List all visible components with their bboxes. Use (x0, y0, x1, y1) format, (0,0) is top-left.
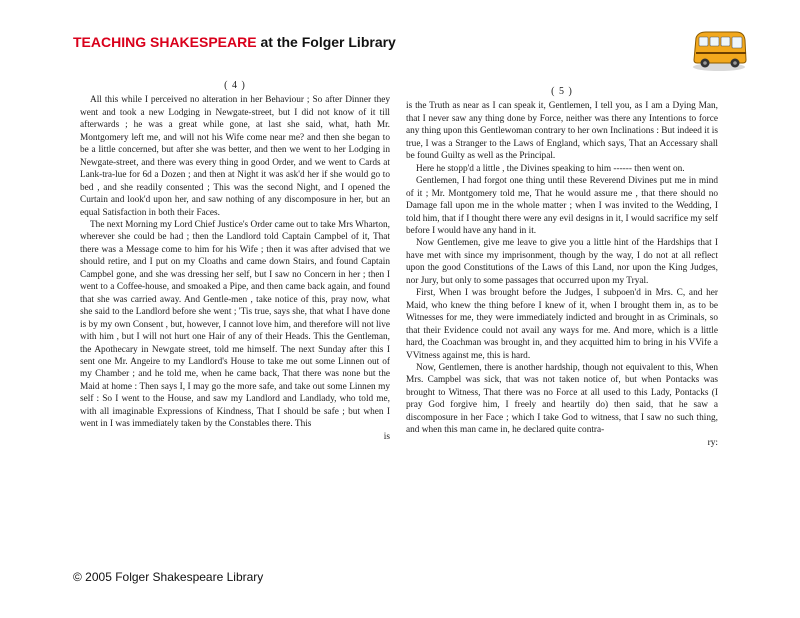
paragraph: The next Morning my Lord Chief Justice's Order came out to take Mrs Wharton, wherever she could be had ; then the Landlord told Captain Campbel of it, That there was a Message come to him for his Wife ; then it was after advised that we should retire, and I put on my Cloaths and came down Stairs, and found Captain Campbel gone, and she was dressing her self, but I saw no Concern in her ; then I went to a Coffee-house, and smoaked a Pipe, and then came back again, and found that she was carried away. And Gentle-men , take notice of this, pray now, what she said to the Landlord before she went ; 'Tis true, says she, that what I have done is by my own Consent , but, however, I cannot love him, and therefore will not live with him , but I will not hurt one Hair of any of their Heads. This the Gentleman, the Apothecary in Newgate street, told me himself. The next Sunday after this I sent one Mr. Angeire to my Landlord's House to take me out some Linnen out of my Chamber ; and he told me, when he came back, That there was none but the Maid at home : Then says I, I may go the more safe, and take out some Linnen my self : So I went to the House, and saw my Landlord and Landlady, who told me, with all imaginable Expressions of Kindness, That I should be safe ; but when I went in I was immediately taken by the Constables there. This (80, 219, 390, 430)
site-title-red: TEACHING SHAKESPEARE (73, 34, 257, 50)
paragraph: is the Truth as near as I can speak it, Gentlemen, I tell you, as I am a Dying Man, that I never saw any thing done by Force, neither was there any Intentions to force any thing upon this Gentlewoman contrary to her own Inclinations : But indeed it is true, I was a Stranger to the Laws of England, which says, That an Accessary shall be found Guilty as well as the Principal. (406, 101, 718, 162)
paragraph: Now Gentlemen, give me leave to give you a little hint of the Hardships that I have met with since my imprisonment, though by the way, I do not at all reflect upon the good Constitutions of the Laws of this Land, nor upon the King Judges, nor Jury, but only to some passages that occurred upon my Tryal. (406, 238, 718, 286)
site-title (73, 34, 396, 50)
site-title-black: at the Folger Library (260, 34, 396, 50)
page-number: ( 5 ) (551, 86, 573, 97)
page-number: ( 4 ) (224, 80, 246, 91)
paragraph: Gentlemen, I had forgot one thing until these Reverend Divines put me in mind of it ; Mr. Montgomery told me, That he would assure me , that there should no Damage fall upon me in the whole matter ; when I was invited to the Wedding, I told him, that if I thought there were any evil designs in it, I would sacrifice my self before I would have any hand in it. (406, 176, 718, 236)
copyright: © 2005 Folger Shakespeare Library (73, 570, 264, 584)
school-bus-icon[interactable] (690, 28, 748, 72)
left-page (80, 80, 390, 508)
paragraph: Now, Gentlemen, there is another hardship, though not equivalent to this, When Mrs. Campbel was sick, that was not taken notice of, but when Pontacks was brought to Witness, That there was no Force at all used to this Lady, Pontacks (I pray God forgive him, I freely and heartily do) then said, that he saw a discomposure in her Face ; which I take God to witness, that I saw no such thing, and when this man came in, he declared quite contra- (406, 362, 718, 436)
paragraph: All this while I perceived no alteration in her Behaviour ; So after Dinner they went and took a new Lodging in Newgate-street, but I did not know of it till afterwards ; he was a great while gone, at last she said, what, hath Mr. Montgomery left me, and will not his Wife come near me? and then she began to be a little concerned, but after she was better, and then we went to her Lodging in Newgate-street, and there was every thing in good Order, and we went to Cards at Lank-tra-lue for 6d a Dozen ; and then at Night it was ask'd her if she would go to bed , and she readily consented ; This was the second Night, and I opened the Curtain and look'd upon her, and saw nothing of any discomposure in her, but an equal Satisfaction in both their Faces. (80, 95, 390, 218)
right-page (406, 86, 718, 514)
catchword: ry: (707, 437, 718, 448)
paragraph: First, When I was brought before the Judges, I subpoen'd in Mrs. C, and her Maid, who knew the thing before I knew of it, when I brought them in, as to be Witnesses for me, they were immediately indicted and brought in as Criminals, so that their Evidence could not avail any ways for me. And more, which is a little hard, the Coachman was brought in, and they acquitted him to bring in his VVife a VVitness against me, this is hard. (406, 288, 718, 361)
catchword: is (383, 431, 390, 442)
paragraph: Here he stopp'd a little , the Divines speaking to him ------ then went on. (416, 163, 685, 174)
